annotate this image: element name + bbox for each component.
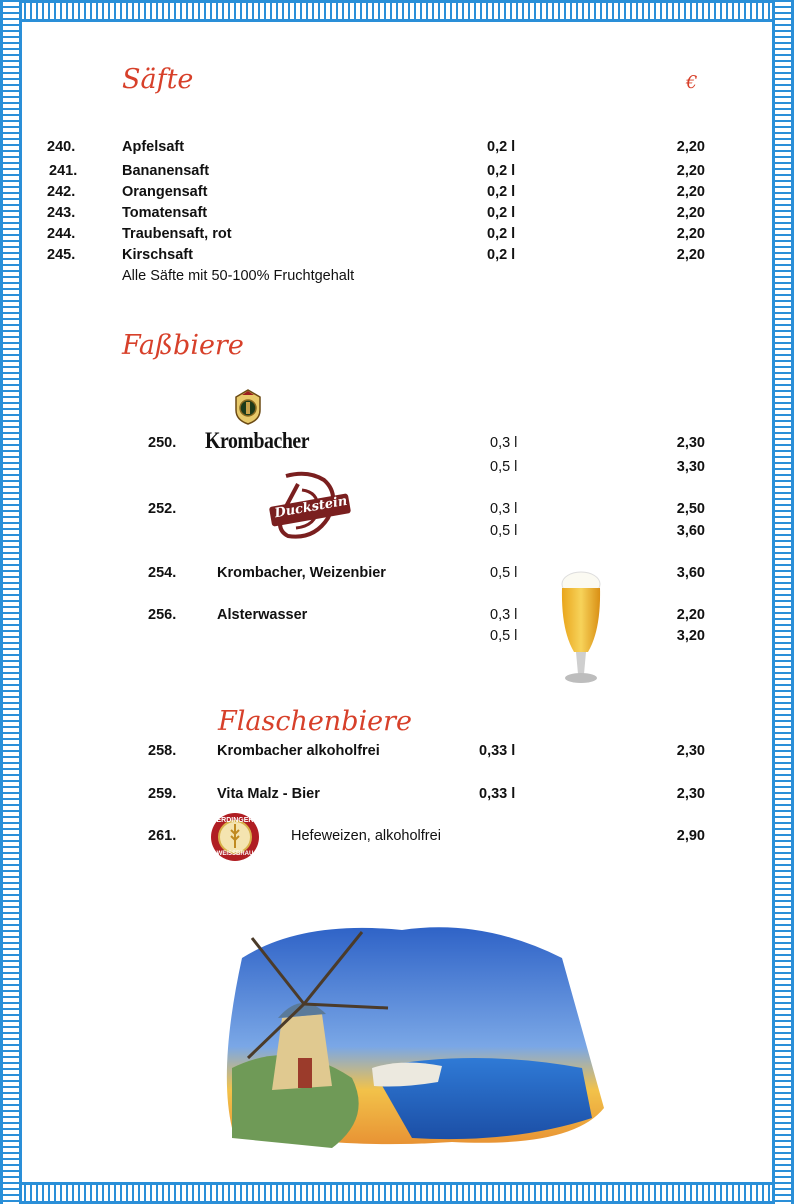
greek-key-border-bottom [0, 1182, 794, 1204]
currency-symbol: € [686, 72, 698, 93]
item-size: 0,33 l [479, 786, 516, 802]
item-size: 0,3 l [490, 607, 518, 623]
item-price: 2,30 [676, 435, 705, 451]
item-number: 258. [148, 743, 177, 759]
item-number: 244. [47, 226, 76, 242]
item-price: 2,50 [676, 501, 705, 517]
item-price: 2,30 [676, 786, 705, 802]
item-size: 0,5 l [490, 565, 518, 581]
item-number: 245. [47, 247, 76, 263]
item-size: 0,3 l [490, 435, 518, 451]
item-number: 254. [148, 565, 177, 581]
section-title-flaschenbiere: Flaschenbiere [218, 706, 412, 737]
erdinger-wordmark: ERDINGER [216, 817, 254, 824]
item-name: Vita Malz - Bier [217, 786, 320, 802]
item-size: 0,5 l [490, 628, 518, 644]
item-size: 0,33 l [479, 743, 516, 759]
section-title-fassbiere: Faßbiere [122, 330, 244, 361]
item-name: Krombacher, Weizenbier [217, 565, 386, 581]
item-name: Orangensaft [122, 184, 208, 200]
section-title-saefte: Säfte [122, 64, 194, 95]
erdinger-subtitle: WEISSBRAU [216, 851, 254, 857]
greek-key-border-top [0, 0, 794, 22]
item-price: 2,90 [676, 828, 705, 844]
item-number: 256. [148, 607, 177, 623]
item-name: Alsterwasser [217, 607, 308, 623]
item-size: 0,5 l [490, 523, 518, 539]
item-size: 0,2 l [487, 205, 516, 221]
item-price: 2,20 [676, 205, 705, 221]
item-price: 2,20 [676, 163, 705, 179]
item-name: Apfelsaft [122, 139, 185, 155]
item-size: 0,2 l [487, 163, 516, 179]
item-size: 0,5 l [490, 459, 518, 475]
item-size: 0,3 l [490, 501, 518, 517]
item-name: Krombacher alkoholfrei [217, 743, 380, 759]
item-name: Tomatensaft [122, 205, 208, 221]
item-price: 3,30 [676, 459, 705, 475]
krombacher-crest-icon [234, 388, 262, 426]
item-size: 0,2 l [487, 139, 516, 155]
item-number: 242. [47, 184, 76, 200]
erdinger-logo [210, 812, 260, 862]
item-number: 250. [148, 435, 177, 451]
item-price: 2,30 [676, 743, 705, 759]
item-name: Kirschsaft [122, 247, 193, 263]
item-number: 261. [148, 828, 177, 844]
item-number: 241. [49, 163, 78, 179]
item-price: 2,20 [676, 139, 705, 155]
item-number: 259. [148, 786, 177, 802]
item-price: 2,20 [676, 607, 705, 623]
item-price: 2,20 [676, 247, 705, 263]
item-number: 252. [148, 501, 177, 517]
item-name: Hefeweizen, alkoholfrei [291, 828, 441, 844]
krombacher-logo: Krombacher [205, 428, 310, 453]
item-size: 0,2 l [487, 226, 516, 242]
item-name: Bananensaft [122, 163, 210, 179]
item-size: 0,2 l [487, 247, 516, 263]
item-size: 0,2 l [487, 184, 516, 200]
beer-glass-icon [556, 570, 606, 688]
item-number: 243. [47, 205, 76, 221]
item-price: 3,60 [676, 565, 705, 581]
item-price: 2,20 [676, 184, 705, 200]
item-name: Traubensaft, rot [122, 226, 232, 242]
duckstein-logo [268, 470, 352, 544]
windmill-painting [212, 918, 612, 1150]
greek-key-border-left [0, 0, 22, 1204]
item-price: 2,20 [676, 226, 705, 242]
greek-key-border-right [772, 0, 794, 1204]
item-price: 3,60 [676, 523, 705, 539]
saefte-note: Alle Säfte mit 50-100% Fruchtgehalt [122, 268, 355, 284]
item-number: 240. [47, 139, 76, 155]
duckstein-wordmark: Duckstein [273, 493, 349, 522]
item-price: 3,20 [676, 628, 705, 644]
